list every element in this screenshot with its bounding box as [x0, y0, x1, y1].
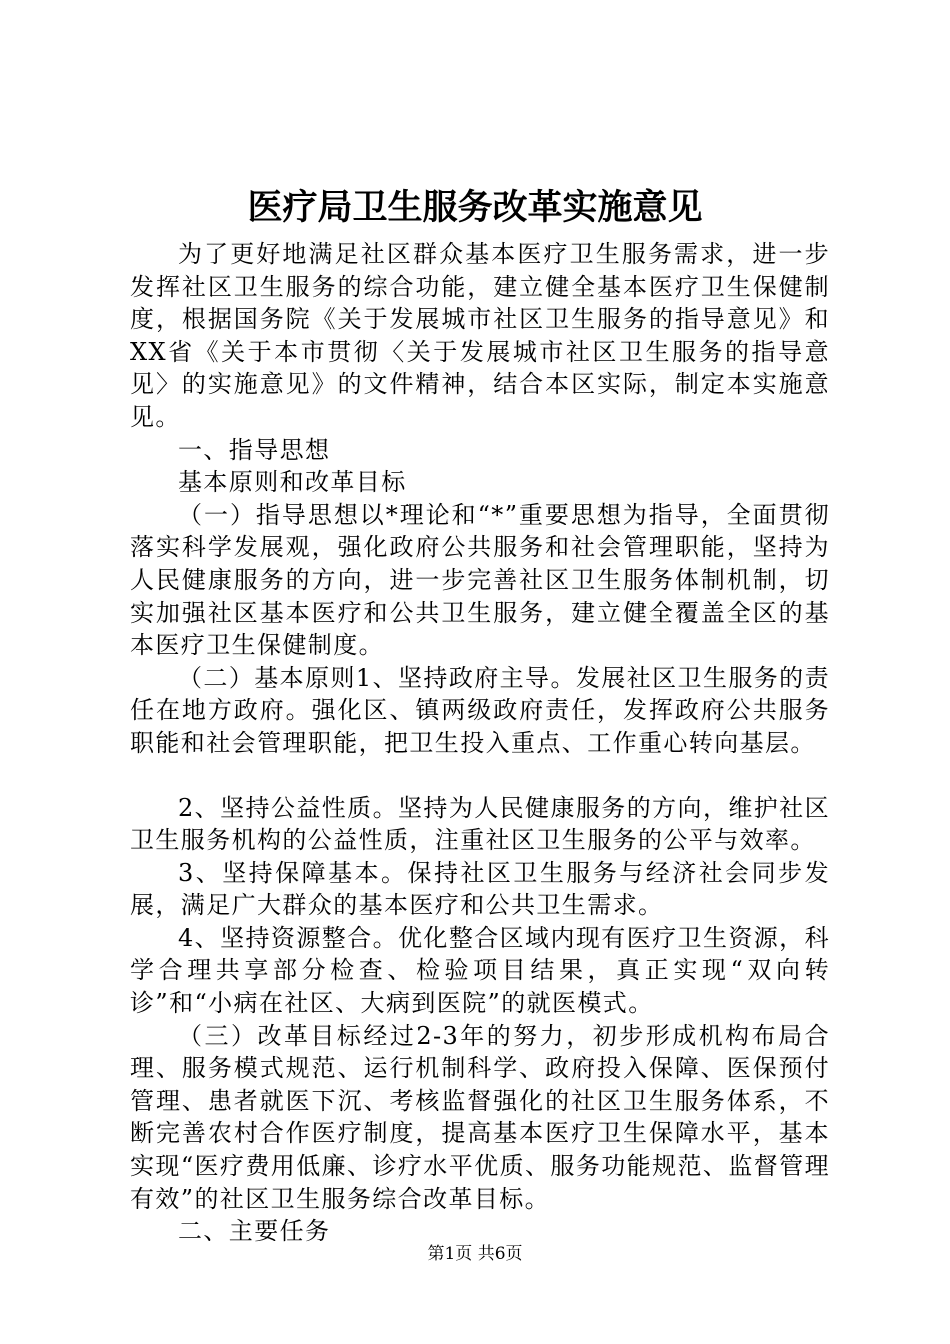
paragraph-intro: 为了更好地满足社区群众基本医疗卫生服务需求，进一步发挥社区卫生服务的综合功能，建立健全基本医疗卫生保健制度，根据国务院《关于发展城市社区卫生服务的指导意见》和XX省《关于本市贯彻〈关于发展城市社区卫生服务的指导意见〉的实施意见》的文件精神，结合本区实际，制定本实施意见。: [130, 240, 830, 431]
heading-principles-goals: 基本原则和改革目标: [178, 468, 407, 497]
paragraph-principle-4: 4、坚持资源整合。优化整合区域内现有医疗卫生资源，科学合理共享部分检查、检验项目结果，真正实现“双向转诊”和“小病在社区、大病到医院”的就医模式。: [130, 923, 830, 1018]
document-title: 医疗局卫生服务改革实施意见: [247, 187, 703, 228]
heading-guiding-ideology: 一、指导思想: [178, 435, 331, 464]
paragraph-section-2: （二）基本原则1、坚持政府主导。发展社区卫生服务的责任在地方政府。强化区、镇两级政府责任，发挥政府公共服务职能和社会管理职能，把卫生投入重点、工作重心转向基层。: [130, 663, 830, 757]
page-footer: [0, 1243, 950, 1265]
heading-main-tasks: 二、主要任务: [178, 1217, 331, 1246]
paragraph-principle-3: 3、坚持保障基本。保持社区卫生服务与经济社会同步发展，满足广大群众的基本医疗和公共卫生需求。: [130, 858, 830, 920]
page-number: 第1页 共6页: [427, 1244, 523, 1264]
document-body: [130, 238, 830, 1248]
paragraph-section-3: （三）改革目标经过2-3年的努力，初步形成机构布局合理、服务模式规范、运行机制科学、政府投入保障、医保预付管理、患者就医下沉、考核监督强化的社区卫生服务体系，不断完善农村合作医疗制度，提高基本医疗卫生保障水平，基本实现“医疗费用低廉、诊疗水平优质、服务功能规范、监督管理有效”的社区卫生服务综合改革目标。: [130, 1021, 830, 1213]
paragraph-section-1: （一）指导思想以*理论和“*”重要思想为指导，全面贯彻落实科学发展观，强化政府公共服务和社会管理职能，坚持为人民健康服务的方向，进一步完善社区卫生服务体制机制，切实加强社区基本医疗和公共卫生服务，建立健全覆盖全区的基本医疗卫生保健制度。: [130, 500, 830, 660]
paragraph-principle-2: 2、坚持公益性质。坚持为人民健康服务的方向，维护社区卫生服务机构的公益性质，注重社区卫生服务的公平与效率。: [130, 793, 830, 855]
